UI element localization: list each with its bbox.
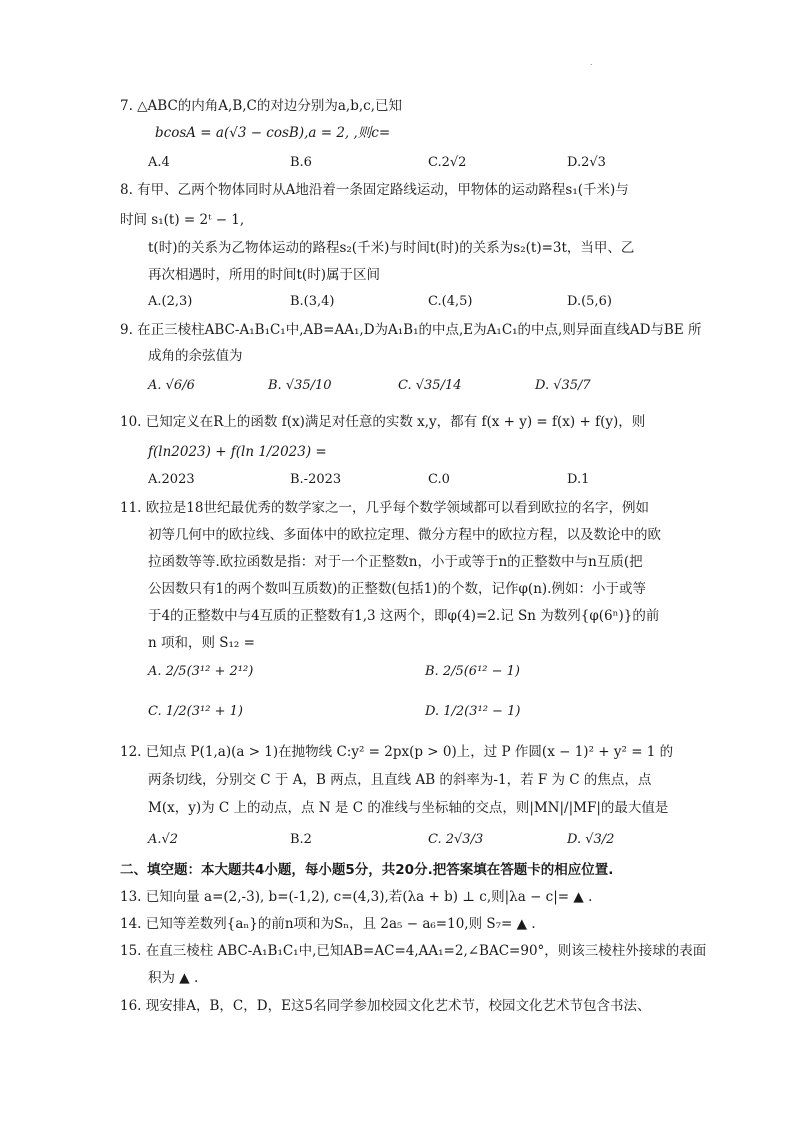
- q8-option-d: D.(5,6): [567, 294, 612, 309]
- q9-option-d: D. √35/7: [535, 378, 591, 393]
- section-fill-in-header: 二、填空题：本大题共4小题，每小题5分，共20分.把答案填在答题卡的相应位置.: [120, 862, 614, 878]
- q11-stem-line6: n 项和，则 S₁₂ =: [148, 635, 255, 651]
- q11-option-c: C. 1/2(3¹² + 1): [148, 704, 243, 719]
- q10-option-b: B.-2023: [290, 472, 342, 487]
- q9-option-b: B. √35/10: [268, 378, 332, 393]
- q8-stem-line4: 再次相遇时，所用的时间t(时)属于区间: [148, 267, 380, 283]
- q8-option-c: C.(4,5): [428, 294, 473, 309]
- q11-stem-line2: 初等几何中的欧拉线、多面体中的欧拉定理、微分方程中的欧拉方程，以及数论中的欧: [148, 527, 661, 543]
- q12-option-c: C. 2√3/3: [428, 832, 484, 847]
- q10-stem-line2: f(ln2023) + f(ln 1/2023) =: [148, 444, 327, 460]
- q8-stem-line1: 8. 有甲、乙两个物体同时从A地沿着一条固定路线运动，甲物体的运动路程s₁(千米)与: [120, 182, 629, 198]
- q11-stem-line5: 于4的正整数中与4互质的正整数有1,3 这两个，即φ(4)=2.记 Sn 为数列{φ(6ⁿ)}的前: [148, 608, 660, 624]
- q11-option-d: D. 1/2(3¹² − 1): [425, 704, 521, 719]
- q10-option-c: C.0: [428, 472, 450, 487]
- corner-mark: .: [590, 58, 593, 67]
- q12-option-a: A.√2: [148, 832, 179, 847]
- q7-option-a: A.4: [148, 155, 170, 170]
- q10-stem-line1: 10. 已知定义在R上的函数 f(x)满足对任意的实数 x,y，都有 f(x + y) = f(x) + f(y)，则: [120, 414, 646, 430]
- q12-option-d: D. √3/2: [567, 832, 615, 847]
- q9-option-c: C. √35/14: [398, 378, 462, 393]
- q11-option-b: B. 2/5(6¹² − 1): [425, 664, 521, 679]
- q12-stem-line2: 两条切线，分别交 C 于 A，B 两点，且直线 AB 的斜率为-1，若 F 为 C 的焦点，点: [148, 772, 652, 788]
- q11-option-a: A. 2/5(3¹² + 2¹²): [148, 664, 254, 679]
- q16-stem: 16. 现安排A，B，C，D，E这5名同学参加校园文化艺术节，校园文化艺术节包含书法、: [120, 998, 651, 1014]
- q8-option-b: B.(3,4): [290, 294, 335, 309]
- q10-option-a: A.2023: [148, 472, 195, 487]
- q7-stem-line1: 7. △ABC的内角A,B,C的对边分别为a,b,c,已知: [120, 98, 403, 114]
- q11-stem-line3: 拉函数等等.欧拉函数是指：对于一个正整数n，小于或等于n的正整数中与n互质(把: [148, 554, 643, 570]
- q9-stem-line2: 成角的余弦值为: [148, 348, 243, 364]
- q15-stem-line2: 积为 ▲ .: [148, 970, 199, 986]
- q12-stem-line1: 12. 已知点 P(1,a)(a > 1)在抛物线 C:y² = 2px(p > 0)上，过 P 作圆(x − 1)² + y² = 1 的: [120, 744, 674, 760]
- q11-stem-line4: 公因数只有1的两个数叫互质数)的正整数(包括1)的个数，记作φ(n).例如：小于或等: [148, 581, 646, 597]
- q8-stem-line3: t(时)的关系为乙物体运动的路程s₂(千米)与时间t(时)的关系为s₂(t)=3t，当甲、乙: [148, 240, 635, 256]
- q14-stem: 14. 已知等差数列{aₙ}的前n项和为Sₙ，且 2a₅ − a₆=10,则 S₇= ▲ .: [120, 916, 536, 932]
- q7-option-c: C.2√2: [428, 155, 467, 170]
- q8-option-a: A.(2,3): [148, 294, 193, 309]
- q10-option-d: D.1: [567, 472, 590, 487]
- q13-stem: 13. 已知向量 a=(2,-3), b=(-1,2), c=(4,3),若(λa + b) ⊥ c,则|λa − c|= ▲ .: [120, 889, 593, 905]
- q7-option-b: B.6: [290, 155, 312, 170]
- q12-option-b: B.2: [290, 832, 312, 847]
- q9-option-a: A. √6/6: [148, 378, 195, 393]
- q11-stem-line1: 11. 欧拉是18世纪最优秀的数学家之一，几乎每个数学领域都可以看到欧拉的名字，例如: [120, 500, 649, 516]
- q8-stem-line2: 时间 s₁(t) = 2ᵗ − 1,: [120, 212, 245, 228]
- q9-stem-line1: 9. 在正三棱柱ABC-A₁B₁C₁中,AB=AA₁,D为A₁B₁的中点,E为A₁C₁的中点,则异面直线AD与BE 所: [120, 322, 702, 338]
- q12-stem-line3: M(x，y)为 C 上的动点，点 N 是 C 的准线与坐标轴的交点，则|MN|/|MF|的最大值是: [148, 800, 669, 816]
- q7-option-d: D.2√3: [567, 155, 606, 170]
- q7-stem-line2: bcosA = a(√3 − cosB),a = 2, ,则c=: [155, 125, 391, 141]
- q15-stem-line1: 15. 在直三棱柱 ABC-A₁B₁C₁中,已知AB=AC=4,AA₁=2,∠BAC=90°，则该三棱柱外接球的表面: [120, 943, 707, 959]
